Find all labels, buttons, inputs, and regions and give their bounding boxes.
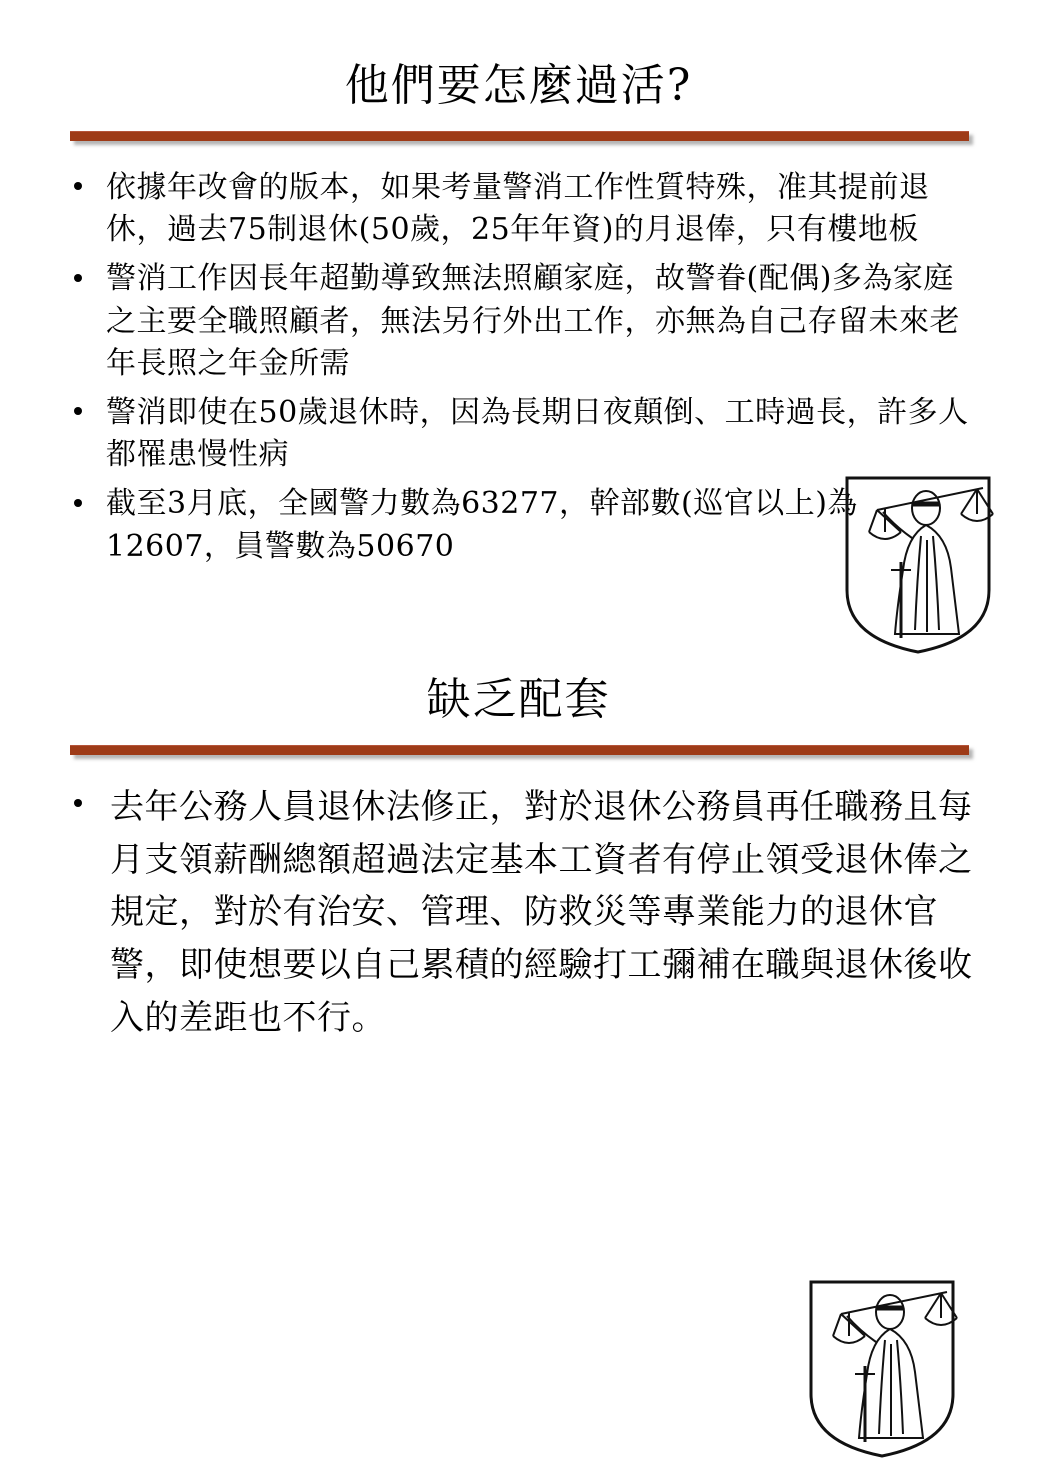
- slide-1-title: 他們要怎麼過活?: [344, 60, 693, 111]
- bullet-text: 警消工作因長年超勤導致無法照顧家庭，故警眷(配偶)多為家庭之主要全職照顧者，無法另行外出工作，亦無為自己存留未來老年長照之年金所需: [106, 260, 960, 382]
- slide-2: [0, 644, 1037, 1044]
- lady-justice-icon: [833, 470, 1003, 650]
- bullet-dot-icon: [74, 407, 82, 415]
- list-item: [60, 392, 977, 477]
- bullet-dot-icon: [74, 499, 82, 507]
- bullet-dot-icon: [74, 799, 82, 807]
- list-item: [60, 781, 977, 1044]
- slide-2-bullet-list: [60, 781, 977, 1044]
- bullet-text: 去年公務人員退休法修正，對於退休公務員再任職務且每月支領薪酬總額超過法定基本工資者有停止領受退休俸之規定，對於有治安、管理、防救災等專業能力的退休官警，即使想要以自己累積的經驗打工彌補在職與退休後收入的差距也不行。: [110, 786, 973, 1038]
- slide-1: [0, 0, 1037, 568]
- bullet-text: 依據年改會的版本，如果考量警消工作性質特殊，准其提前退休，過去75制退休(50歲，25年年資)的月退俸，只有樓地板: [106, 169, 930, 248]
- lady-justice-icon: [797, 1274, 967, 1454]
- bullet-text: 警消即使在50歲退休時，因為長期日夜顛倒、工時過長，許多人都罹患慢性病: [106, 394, 969, 473]
- slide-2-title-rule: [70, 745, 969, 755]
- slide-1-title-rule: [70, 131, 969, 141]
- bullet-dot-icon: [74, 274, 82, 282]
- list-item: [60, 167, 977, 252]
- bullet-dot-icon: [74, 182, 82, 190]
- slide-2-title: 缺乏配套: [426, 674, 611, 726]
- bullet-text: 截至3月底，全國警力數為63277，幹部數(巡官以上)為12607，員警數為50670: [106, 485, 858, 564]
- list-item: [60, 258, 977, 386]
